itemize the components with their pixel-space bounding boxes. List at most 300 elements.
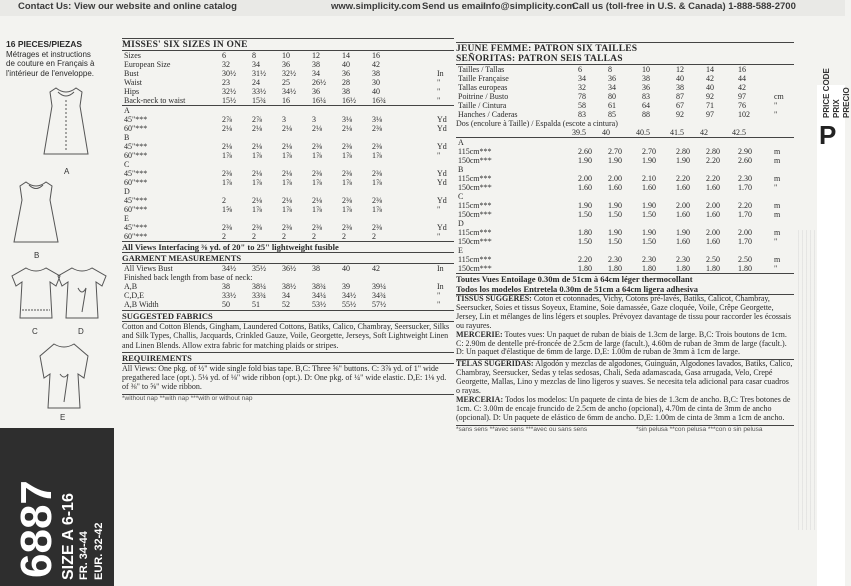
table-row (122, 96, 454, 105)
row-label: A,B Width (124, 300, 159, 309)
cell-value: 16¼ (312, 96, 326, 105)
cell-value: 36 (642, 83, 650, 92)
cell-value: 38 (312, 60, 320, 69)
cell-value: 2.70 (608, 147, 622, 156)
requirements-text: All Views: One pkg. of ½" wide single fold bias tape. B,C: Three ⅝" buttons. C: 3⅞ yd. of 1" wide pregathered lace (opt.). 5⅛ yd. of ⅛" wide ribbon (opt.). D: One pkg. of ¼" wide elastic. D,E: 1⅛ yd. of ⅜" to ⅝" wide ribbon. (122, 363, 447, 392)
cell-value: 31½ (252, 69, 266, 78)
table-row (122, 205, 454, 214)
cell-value: 1⅝ (222, 205, 232, 214)
cell-value: 42 (706, 74, 714, 83)
cell-value: 30½ (222, 69, 236, 78)
cell-value: 92 (706, 92, 714, 101)
cell-value: 32 (222, 60, 230, 69)
pieces-count: 16 PIECES/PIEZAS (6, 39, 83, 49)
row-label: A,B (124, 282, 138, 291)
cell-value: 38 (676, 83, 684, 92)
cell-value: 36 (608, 74, 616, 83)
row-label: Taille / Cintura (458, 101, 507, 110)
row-label: Bust (124, 69, 139, 78)
cell-value: 1.90 (642, 201, 656, 210)
unit-label: m (774, 228, 781, 237)
cell-value: 2.20 (706, 156, 720, 165)
table-row (122, 60, 454, 69)
cell-value: 30 (372, 78, 380, 87)
table-row (122, 169, 454, 178)
cell-value: 92 (676, 110, 684, 119)
table-row (122, 151, 454, 160)
merceria-paragraph (456, 396, 794, 423)
unit-label: " (774, 101, 778, 110)
table-row (122, 232, 454, 241)
cell-value: 1⅞ (372, 151, 382, 160)
fabric-width: 115cm*** (458, 228, 492, 237)
cell-value: 38 (342, 87, 350, 96)
english-column (122, 38, 454, 402)
unit-label: Yd (437, 223, 447, 232)
cell-value: 42 (738, 83, 746, 92)
cell-value: 26½ (312, 78, 326, 87)
english-title: MISSES' SIX SIZES IN ONE (122, 40, 248, 50)
fabric-width: 60"*** (124, 205, 148, 214)
fabric-width: 150cm*** (458, 237, 492, 246)
cell-value: 1⅞ (222, 178, 232, 187)
cell-value: 34¾ (372, 291, 386, 300)
cell-value: 1⅞ (252, 178, 262, 187)
cell-value: 2⅜ (282, 223, 292, 232)
cell-value: 76 (738, 101, 746, 110)
cell-value: 97 (706, 110, 714, 119)
cell-value: 2.20 (738, 201, 752, 210)
cell-value: 1⅞ (372, 205, 382, 214)
view-label: B (34, 251, 40, 260)
cell-value: 33½ (252, 87, 266, 96)
fabric-width: 60"*** (124, 232, 148, 241)
cell-value: 25 (282, 78, 290, 87)
cell-value: 2⅜ (372, 223, 382, 232)
cell-value: 2⅛ (252, 169, 262, 178)
table-row (122, 300, 454, 309)
entretela-line: Todos los modelos Entretela 0.30m de 51cm a 64cm ligera adhesiva (456, 284, 699, 294)
table-row (122, 214, 454, 223)
cell-value: 2 (282, 232, 286, 241)
cell-value: 40.5 (636, 128, 650, 137)
price-code-label: PRICE CODE (822, 68, 831, 118)
cell-value: 2⅜ (372, 124, 382, 133)
cell-value: 38 (222, 282, 230, 291)
unit-label: " (437, 205, 441, 214)
footnote-row (456, 426, 794, 435)
cell-value: 2.30 (738, 174, 752, 183)
cell-value: 1.90 (578, 201, 592, 210)
table-row (456, 246, 794, 255)
email-link[interactable]: info@simplicity.com (483, 1, 575, 12)
unit-label: " (437, 78, 441, 87)
view-label: D (78, 327, 84, 336)
table-row (456, 101, 794, 110)
cell-value: 16 (282, 96, 290, 105)
cell-value: 3⅛ (372, 115, 382, 124)
cell-value: 36 (342, 69, 350, 78)
cell-value: 2.00 (706, 201, 720, 210)
cell-value: 1.60 (706, 210, 720, 219)
unit-label: m (774, 174, 781, 183)
cell-value: 2.20 (578, 255, 592, 264)
cell-value: 38¾ (312, 282, 326, 291)
view-letter: B (458, 165, 464, 174)
cell-value: 1.80 (676, 264, 690, 273)
cell-value: 36 (282, 60, 290, 69)
table-row (122, 291, 454, 300)
telas-text: Algodón y mezclas de algodones, Guinguán, Algodones lavados, Batiks, Calico, Chambray, Seersucker, Sedas y telas sedosas, Chali, Seda adamascada, Gasa arrugada, Velo, Crepé Georgette, Mallas, Lino y mezclas de lino ligeros y suaves. Se necesita tela adicional para casar cuadros o rayas. (456, 359, 793, 396)
cell-value: 1.50 (608, 237, 622, 246)
cell-value: 2⅛ (252, 142, 262, 151)
cell-value: 2 (222, 196, 226, 205)
contact-text: Contact Us: View our website and online catalog (18, 1, 237, 12)
unit-label: Yd (437, 115, 447, 124)
cell-value: 85 (608, 110, 616, 119)
view-letter: D (124, 187, 130, 196)
cell-value: 1.60 (642, 183, 656, 192)
fabric-width: 60"*** (124, 124, 148, 133)
unit-label: " (437, 151, 441, 160)
size-box (0, 428, 114, 586)
mercerie-title: MERCERIE: (456, 329, 503, 339)
table-row (122, 273, 454, 282)
fabric-width: 60"*** (124, 178, 148, 187)
unit-label: " (774, 110, 778, 119)
cell-value: 15¾ (252, 96, 266, 105)
telas-title: TELAS SUGERIDAS: (456, 359, 534, 369)
pieces-note-line: de couture en Français à (6, 59, 95, 68)
pieces-note-line: l'intérieur de l'enveloppe. (6, 68, 94, 78)
requirements-title: REQUIREMENTS (122, 352, 192, 363)
row-label: European Size (124, 60, 171, 69)
cell-value: 1.90 (578, 156, 592, 165)
row-label: Hanches / Caderas (458, 110, 518, 119)
table-row (456, 264, 794, 273)
cell-value: 2.90 (738, 147, 752, 156)
cell-value: 1⅞ (282, 178, 292, 187)
cell-value: 57½ (372, 300, 386, 309)
cell-value: 34 (282, 291, 290, 300)
cell-value: 1.60 (608, 183, 622, 192)
cell-value: 42 (372, 60, 380, 69)
fr-size-label: FR. 34-44 (78, 531, 90, 580)
tissus-paragraph (456, 295, 794, 331)
cell-value: 1.80 (608, 264, 622, 273)
table-row (456, 92, 794, 101)
cell-value: 83 (642, 92, 650, 101)
footnote-es: *sin pelusa **con pelusa ***con o sin pelusa (636, 425, 763, 433)
unit-label: " (437, 291, 441, 300)
cell-value: 38 (312, 264, 320, 273)
view-letter: E (124, 214, 129, 223)
cell-value: 1⅞ (372, 178, 382, 187)
fabric-width: 45"*** (124, 169, 148, 178)
cell-value: 2⅜ (252, 223, 262, 232)
view-letter: A (458, 138, 464, 147)
cell-value: 1⅞ (312, 178, 322, 187)
cell-value: 42 (700, 128, 708, 137)
table-row (122, 51, 454, 60)
view-d-sketch (58, 268, 106, 336)
unit-label: " (774, 183, 778, 192)
yardage-table (122, 106, 454, 241)
view-label: E (60, 413, 66, 422)
unit-label: " (437, 87, 441, 96)
cell-value: 2 (342, 232, 346, 241)
unit-label: In (437, 264, 444, 273)
unit-label: In (437, 69, 444, 78)
unit-label: " (437, 96, 441, 105)
cell-value: 2⅛ (252, 124, 262, 133)
fabric-width: 115cm*** (458, 201, 492, 210)
cell-value: 1.60 (706, 237, 720, 246)
cell-value: 1⅞ (342, 151, 352, 160)
cell-value: 102 (738, 110, 750, 119)
cell-value: 34 (312, 69, 320, 78)
cell-value: 34½ (222, 264, 236, 273)
french-title: JEUNE FEMME: PATRON SIX TAILLES (456, 44, 638, 54)
cell-value: 1.50 (578, 237, 592, 246)
cell-value: 2 (222, 232, 226, 241)
cell-value: 2⅛ (282, 124, 292, 133)
cell-value: 39 (342, 282, 350, 291)
unit-label: Yd (437, 178, 447, 187)
website-link[interactable]: www.simplicity.com (331, 1, 421, 12)
cell-value: 1.60 (706, 183, 720, 192)
cell-value: 2⅜ (372, 169, 382, 178)
cell-value: 42.5 (732, 128, 746, 137)
tissus-title: TISSUS SUGGERES: (456, 294, 532, 303)
unit-label: Yd (437, 169, 447, 178)
table-row (456, 156, 794, 165)
table-row (456, 147, 794, 156)
fabric-width: 60"*** (124, 151, 148, 160)
cell-value: 1.70 (738, 237, 752, 246)
cell-value: 16¾ (372, 96, 386, 105)
cell-value: 2 (312, 232, 316, 241)
table-row (122, 124, 454, 133)
cell-value: 2.20 (706, 174, 720, 183)
unit-label: " (437, 300, 441, 309)
unit-label: m (774, 201, 781, 210)
cell-value: 2⅜ (372, 142, 382, 151)
table-row (456, 201, 794, 210)
footnote: *without nap **with nap ***with or without nap (122, 394, 253, 402)
cell-value: 14 (706, 65, 714, 74)
price-code-strip (817, 85, 845, 586)
fabric-width: 115cm*** (458, 147, 492, 156)
fabric-width: 45"*** (124, 223, 148, 232)
entoilage-line: Toutes Vues Entoilage 0.30m de 51cm à 64cm léger thermocollant (456, 274, 693, 284)
contact-band (0, 0, 845, 16)
fine-print-block (798, 230, 816, 530)
cell-value: 1.90 (608, 228, 622, 237)
table-row (456, 65, 794, 74)
view-letter: B (124, 133, 130, 142)
table-row (456, 138, 794, 147)
table-row (456, 210, 794, 219)
cell-value: 67 (676, 101, 684, 110)
cell-value: 8 (252, 51, 256, 60)
cell-value: 1⅞ (342, 178, 352, 187)
cell-value: 2⅜ (312, 169, 322, 178)
row-label: Tallas europeas (458, 83, 508, 92)
cell-value: 1.90 (608, 201, 622, 210)
cell-value: 1.80 (738, 264, 752, 273)
cell-value: 38½ (282, 282, 296, 291)
cell-value: 34½ (342, 291, 356, 300)
cell-value: 16 (738, 65, 746, 74)
fabric-width: 150cm*** (458, 156, 492, 165)
cell-value: 2.00 (578, 174, 592, 183)
cell-value: 42 (372, 264, 380, 273)
cell-value: 2.70 (642, 147, 656, 156)
cell-value: 28 (342, 78, 350, 87)
fabric-width: 150cm*** (458, 210, 492, 219)
cell-value: 1.60 (676, 237, 690, 246)
table-row (456, 219, 794, 228)
table-row (122, 196, 454, 205)
cell-value: 78 (578, 92, 586, 101)
french-spanish-column (456, 42, 794, 435)
table-row (122, 178, 454, 187)
cell-value: 33¾ (252, 291, 266, 300)
price-code-label-fr: PRIX (832, 99, 841, 118)
cell-value: 1.90 (676, 156, 690, 165)
unit-label: Yd (437, 124, 447, 133)
table-row (122, 78, 454, 87)
telas-paragraph (456, 360, 794, 396)
cell-value: 33½ (222, 291, 236, 300)
row-label: C,D,E (124, 291, 144, 300)
table-row (122, 187, 454, 196)
cell-value: 16½ (342, 96, 356, 105)
table-row (122, 160, 454, 169)
cell-value: 1.80 (578, 264, 592, 273)
cell-value: 23 (222, 78, 230, 87)
view-letter: A (124, 106, 130, 115)
cell-value: 2.60 (738, 156, 752, 165)
table-row (122, 282, 454, 291)
unit-label: In (437, 282, 444, 291)
cell-value: 2⅛ (282, 169, 292, 178)
table-row (456, 237, 794, 246)
cell-value: 2 (372, 232, 376, 241)
table-row (122, 106, 454, 115)
price-code-label-es: PRECIO (842, 87, 851, 118)
row-label: Tailles / Tallas (458, 65, 505, 74)
row-label: All Views Bust (124, 264, 173, 273)
mercerie-text: Toutes vues: Un paquet de ruban de biais de 1.3cm de large. B,C: Trois boutons de 1cm. C: 2.90m de dentelle pré-froncée de 2.5cm de large (facult.), 4.60m de ruban de 3mm de large (facult.). D: Un paquet d'élastique de 6mm de large. D,E: 1.00m de ruban de 3mm à 1cm de large. (456, 329, 787, 357)
cell-value: 1.50 (642, 237, 656, 246)
cell-value: 71 (706, 101, 714, 110)
cell-value: 36 (312, 87, 320, 96)
view-letter: E (458, 246, 463, 255)
cell-value: 2⅜ (342, 196, 352, 205)
phone-text: Call us (toll-free in U.S. & Canada) 1-888-588-2700 (572, 1, 796, 12)
cell-value: 1⅞ (312, 151, 322, 160)
divider (456, 42, 794, 43)
table-row (122, 87, 454, 96)
cell-value: 2.50 (706, 255, 720, 264)
table-row (456, 165, 794, 174)
cell-value: 38¼ (252, 282, 266, 291)
cell-value: 8 (608, 65, 612, 74)
cell-value: 2⅞ (252, 115, 262, 124)
cell-value: 1.90 (608, 156, 622, 165)
fabric-width: 45"*** (124, 115, 148, 124)
cell-value: 6 (578, 65, 582, 74)
cell-value: 1⅞ (342, 205, 352, 214)
cell-value: 40 (676, 74, 684, 83)
view-letter: C (458, 192, 464, 201)
footnote-fr: *sans sens **avec sens ***avec ou sans sens (456, 425, 588, 433)
table-row (122, 69, 454, 78)
cell-value: 1⅞ (252, 205, 262, 214)
cell-value: 51 (252, 300, 260, 309)
fabric-width: 150cm*** (458, 264, 492, 273)
cell-value: 2⅜ (342, 223, 352, 232)
cell-value: 2⅜ (312, 142, 322, 151)
view-letter: D (458, 219, 464, 228)
cell-value: 40 (342, 60, 350, 69)
cell-value: 1.50 (608, 210, 622, 219)
cell-value: 2⅜ (312, 223, 322, 232)
fabric-width: 115cm*** (458, 255, 492, 264)
table-row (456, 74, 794, 83)
cell-value: 2.50 (738, 255, 752, 264)
cell-value: 16 (372, 51, 380, 60)
email-label: Send us email (422, 1, 486, 12)
merceria-text: Todos los modelos: Un paquete de cinta de bies de 1.3cm de ancho. B,C: Tres botones de 1cm. C: 3.00m de encaje fruncido de 2.5cm de ancho (opcional), 4.70m de cinta de 3mm de ancho (opcional). D: Un paquete de elástico de 6mm de ancho. D,E: 1.00m de cinta de 3mm a 1cm de ancho. (456, 394, 791, 422)
spanish-title: SEÑORITAS: PATRON SEIS TALLAS (456, 54, 623, 64)
view-label: C (32, 327, 38, 336)
cell-value: 2.30 (608, 255, 622, 264)
cell-value: 2⅜ (372, 196, 382, 205)
table-row (456, 228, 794, 237)
mercerie-paragraph (456, 331, 794, 358)
cell-value: 3 (312, 115, 316, 124)
cell-value: 2⅜ (222, 169, 232, 178)
cell-value: 6 (222, 51, 226, 60)
cell-value: 36½ (282, 264, 296, 273)
cell-value: 34 (252, 60, 260, 69)
cell-value: 34 (608, 83, 616, 92)
cell-value: 2⅛ (312, 196, 322, 205)
table-row (456, 83, 794, 92)
cell-value: 2⅛ (222, 142, 232, 151)
cell-value: 2.30 (676, 255, 690, 264)
cell-value: 1⅞ (282, 205, 292, 214)
tissus-text: Coton et cotonnades, Vichy, Cotons pré-lavés, Batiks, Calicot, Chambray, Seersucker, Soies et tissus Soyeux, Etamine, Soie damassée, Gaze cloquée, Voile, Crêpe Georgette, Jersey, Lin et mélanges de lins légers et souples. Prévoyez davantage de tissu pour raccorder les écossais ou rayures. (456, 294, 791, 330)
cell-value: 3⅛ (342, 115, 352, 124)
cell-value: 1.80 (642, 264, 656, 273)
cell-value: 55½ (342, 300, 356, 309)
cell-value: 1.60 (676, 210, 690, 219)
cell-value: 1⅞ (312, 205, 322, 214)
cell-value: 1.70 (738, 210, 752, 219)
cell-value: 32½ (222, 87, 236, 96)
table-row (122, 223, 454, 232)
cell-value: 40 (372, 87, 380, 96)
cell-value: 64 (642, 101, 650, 110)
unit-label: m (774, 210, 781, 219)
unit-label: cm (774, 92, 784, 101)
cell-value: 2⅜ (342, 169, 352, 178)
cell-value: 53½ (312, 300, 326, 309)
